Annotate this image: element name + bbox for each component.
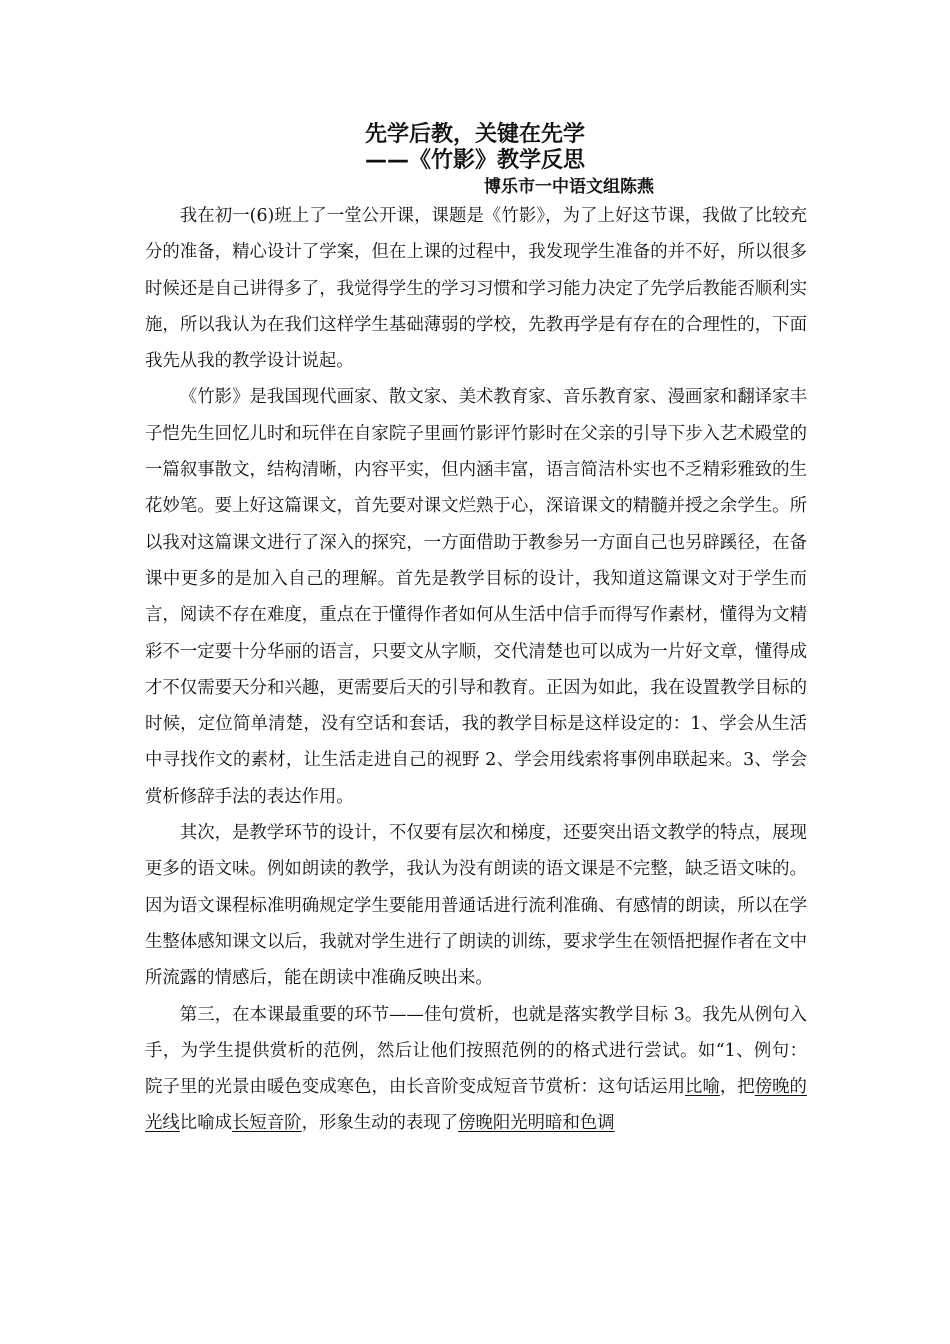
underlined-term-metaphor: 比喻 [685,1077,720,1098]
paragraph-4-text-3: ，形象生动的表现了 [301,1113,459,1134]
document-subtitle: ——《竹影》教学反思 [364,148,585,173]
document-body [145,198,807,1142]
underlined-term-evening-light: 傍晚的光线 [145,1077,807,1134]
paragraph-3: 其次，是教学环节的设计，不仅要有层次和梯度，还要突出语文教学的特点，展现更多的语文味。例如朗读的教学，我认为没有朗读的语文课是不完整，缺乏语文味的。因为语文课程标准明确规定学生要能用普通话进行流利准确、有感情的朗读，所以在学生整体感知课文以后，我就对学生进行了朗读的训练，要求学生在领悟把握作者在文中所流露的情感后，能在朗读中准确反映出来。 [145,823,807,989]
paragraph-2: 《竹影》是我国现代画家、散文家、美术教育家、音乐教育家、漫画家和翻译家丰子恺先生回忆儿时和玩伴在自家院子里画竹影评竹影时在父亲的引导下步入艺术殿堂的一篇叙事散文，结构清晰，内容平实，但内涵丰富，语言简洁朴实也不乏精彩雅致的生花妙笔。要上好这篇课文，首先要对课文烂熟于心，深谙课文的精髓并授之余学生。所以我对这篇课文进行了深入的探究，一方面借助于教参另一方面自己也另辟蹊径，在备课中更多的是加入自己的理解。首先是教学目标的设计，我知道这篇课文对于学生而言，阅读不存在难度，重点在于懂得作者如何从生活中信手而得写作素材，懂得为文精彩不一定要十分华丽的语言，只要文从字顺，交代清楚也可以成为一片好文章，懂得成才不仅需要天分和兴趣，更需要后天的引导和教育。正因为如此，我在设置教学目标的时候，定位简单清楚，没有空话和套话，我的教学目标是这样设定的：1、学会从生活中寻找作文的素材，让生活走进自己的视野 2、学会用线索将事例串联起来。3、学会赏析修辞手法的表达作用。 [145,387,807,807]
document-author: 博乐市一中语文组陈燕 [484,177,654,197]
paragraph-4-text-2: 比喻成 [179,1113,232,1134]
document-title: 先学后教，关键在先学 [364,122,585,147]
underlined-term-scales: 长短音阶 [231,1113,302,1134]
paragraph-1: 我在初一(6)班上了一堂公开课，课题是《竹影》，为了上好这节课，我做了比较充分的准备，精心设计了学案，但在上课的过程中，我发现学生准备的并不好，所以很多时候还是自己讲得多了，我觉得学生的学习习惯和学习能力决定了先学后教能否顺利实施，所以我认为在我们这样学生基础薄弱的学校，先教再学是有存在的合理性的，下面我先从我的教学设计说起。 [145,206,807,372]
paragraph-4 [145,997,807,1142]
paragraph-4-text-1: ，把 [719,1077,755,1098]
paragraph-4-intro: 第三，在本课最重要的环节——佳句赏析，也就是落实教学目标 3。我先从例句入手，为学生提供赏析的范例，然后让他们按照范例的的格式进行尝试。如“1、例句：院子里的光景由暖色变成寒色，由长音阶变成短音节赏析：这句话运用 [145,1004,807,1098]
underlined-term-light-tone: 傍晚阳光明暗和色调 [458,1113,615,1134]
